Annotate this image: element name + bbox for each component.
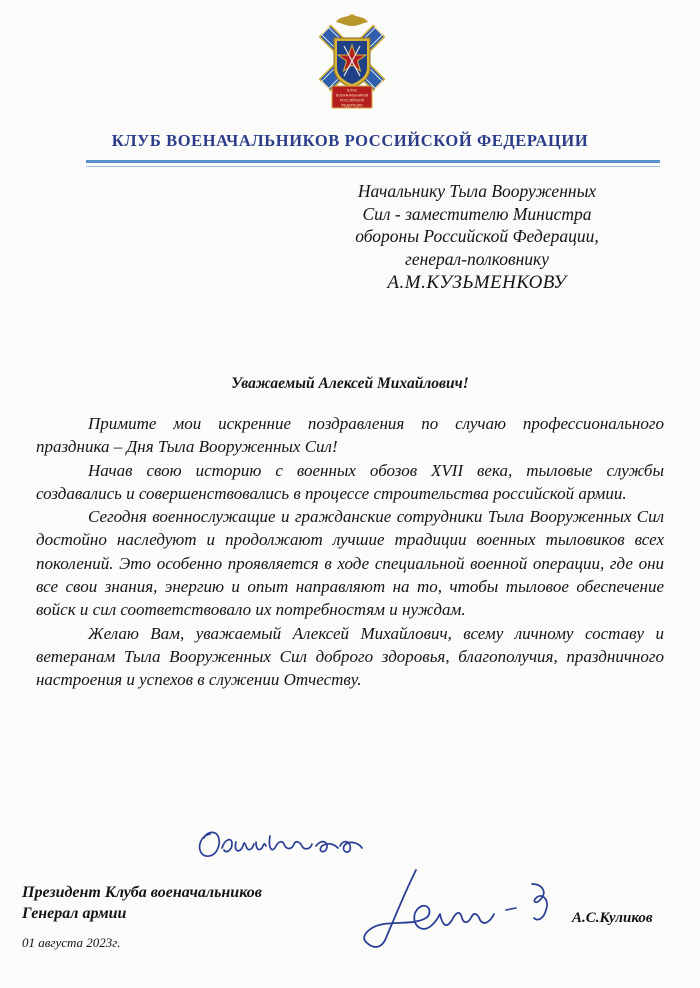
club-emblem-icon (306, 12, 398, 112)
header-rule (86, 160, 660, 163)
paragraph: Сегодня военнослужащие и гражданские сотрудники Тыла Вооруженных Сил достойно наследуют и продолжают лучшие традиции военных тыловиков всех поколений. Это особенно проявляется в ходе специальной военной операции, где они все свои знания, энергию и опыт направляют на то, чтобы тыловое обеспечение войск и сил соответствовало их потребностям и нуждам. (36, 507, 664, 620)
emblem-text-line-1: КЛУБ (346, 87, 358, 93)
signatory-title-line-2: Генерал армии (22, 905, 127, 922)
handwritten-closing (192, 820, 372, 870)
signatory-title (22, 882, 362, 924)
emblem-text-line-2: ВОЕНАЧАЛЬНИКОВ (335, 93, 369, 98)
handwritten-signature (356, 862, 566, 962)
emblem-text-line-4: ФЕДЕРАЦИИ (341, 103, 363, 108)
addressee-block (300, 180, 654, 295)
paragraph: Начав свою историю с военных обозов XVII века, тыловые службы создавались и совершенствовались в процессе строительства российской армии. (36, 460, 664, 503)
addressee-line: обороны Российской Федерации, (355, 226, 599, 246)
signer-name: А.С.Куликов (572, 910, 653, 926)
paragraph: Желаю Вам, уважаемый Алексей Михайлович, всему личному составу и ветеранам Тыла Вооруженных Сил доброго здоровья, благополучия, праздничного настроения и успехов в служении Отчеству. (36, 623, 664, 690)
addressee-line: Начальнику Тыла Вооруженных (357, 181, 597, 201)
paragraph: Примите мои искренние поздравления по случаю профессионального праздника – Дня Тыла Вооруженных Сил! (36, 414, 664, 457)
addressee-line: Сил - заместителю Министра (362, 203, 592, 224)
greeting: Уважаемый Алексей Михайлович! (231, 375, 469, 392)
addressee-line: генерал-полковнику (405, 248, 549, 269)
letter-date: 01 августа 2023г. (22, 935, 121, 950)
letter-body (36, 412, 664, 692)
header-rule-thin (86, 166, 660, 167)
emblem-text-line-3: РОССИЙСКОЙ (339, 98, 365, 103)
organization-title: КЛУБ ВОЕНАЧАЛЬНИКОВ РОССИЙСКОЙ ФЕДЕРАЦИИ (111, 131, 589, 150)
signatory-title-line-1: Президент Клуба военачальников (22, 884, 262, 901)
addressee-name: А.М.КУЗЬМЕНКОВУ (387, 272, 567, 293)
